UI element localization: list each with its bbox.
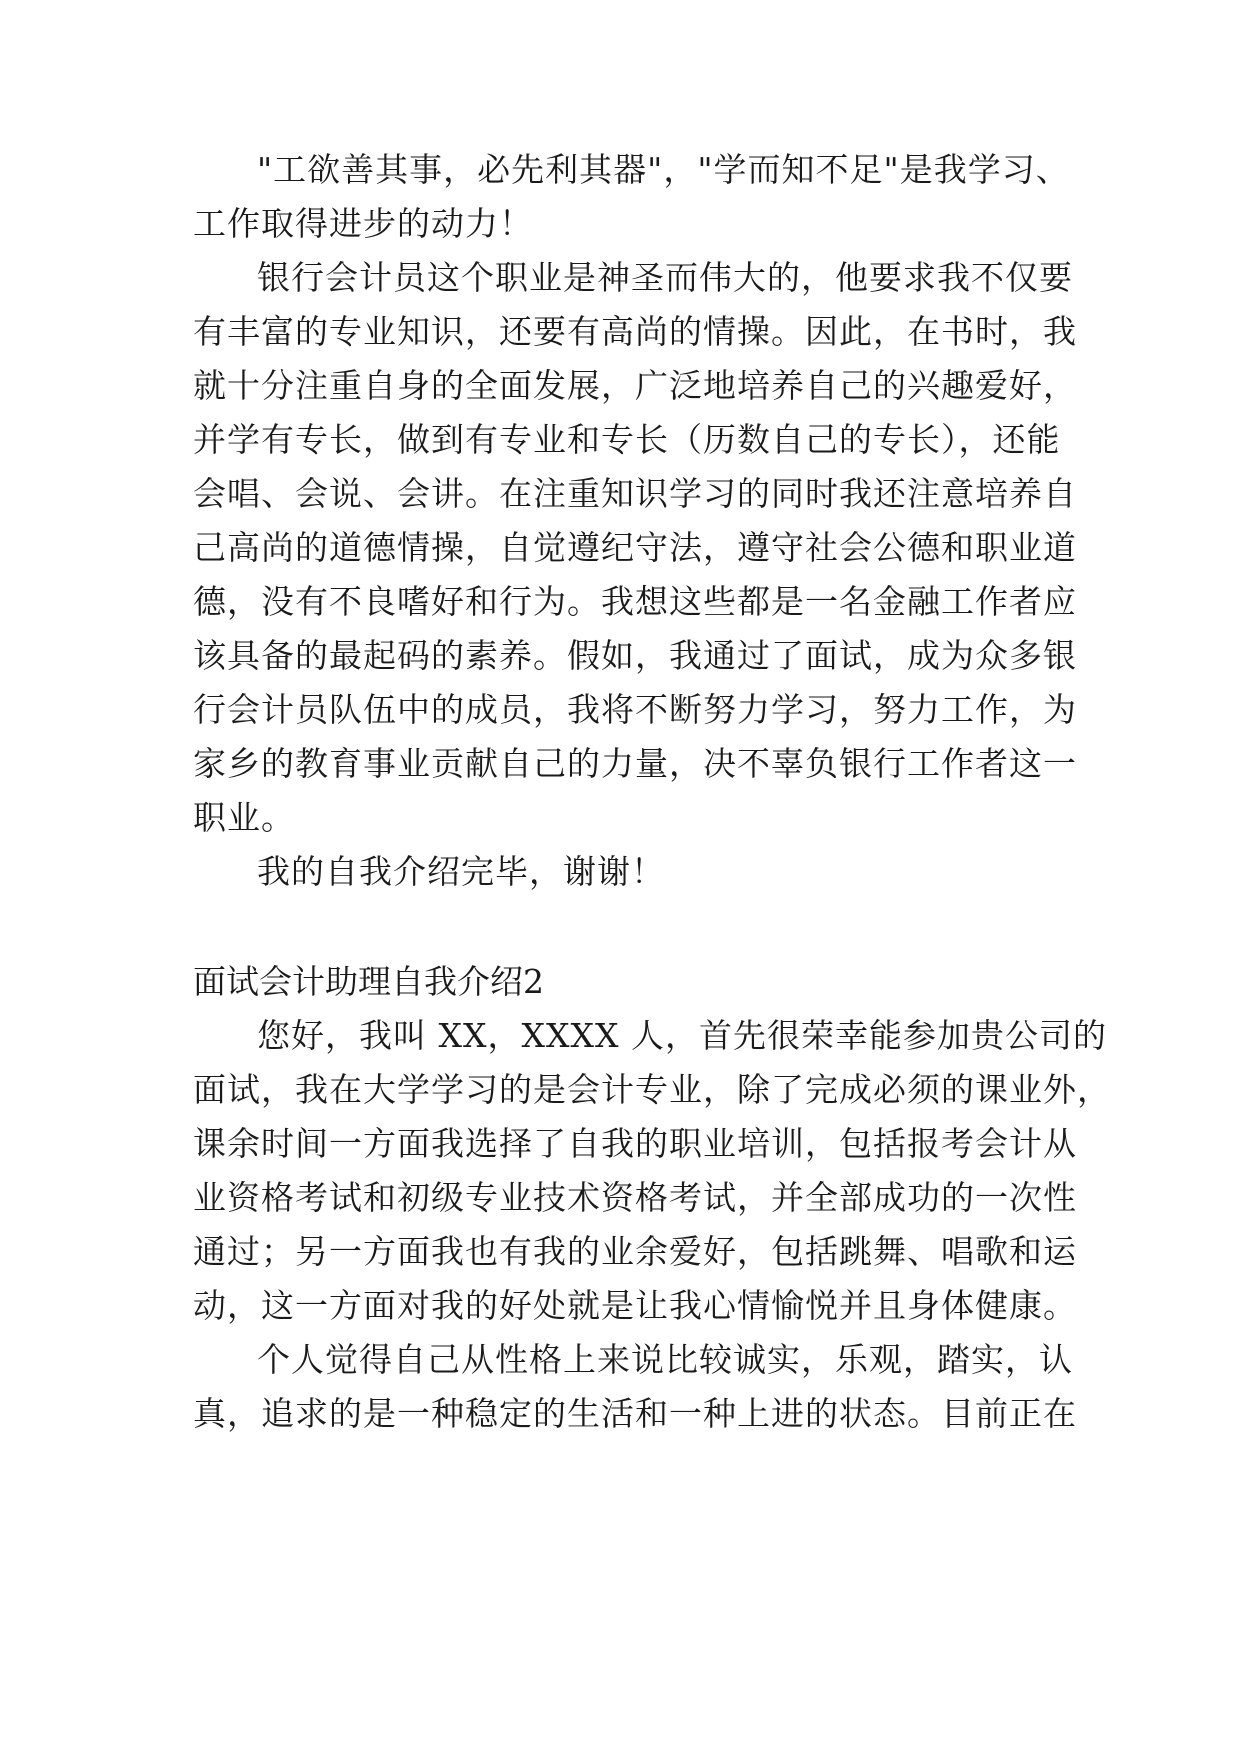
paragraph-line: 该具备的最起码的素养。假如，我通过了面试，成为众多银 [193,636,1077,675]
paragraph-line: 行会计员队伍中的成员，我将不断努力学习，努力工作，为 [193,690,1077,729]
paragraph-line: 业资格考试和初级专业技术资格考试，并全部成功的一次性 [193,1178,1077,1217]
paragraph-line: 德，没有不良嗜好和行为。我想这些都是一名金融工作者应 [193,582,1077,621]
paragraph-line: 就十分注重自身的全面发展，广泛地培养自己的兴趣爱好， [193,366,1077,405]
paragraph-line: 真，追求的是一种稳定的生活和一种上进的状态。目前正在 [193,1394,1077,1433]
paragraph-line: 面试，我在大学学习的是会计专业，除了完成必须的课业外， [193,1070,1111,1109]
paragraph-line: "工欲善其事，必先利其器"，"学而知不足"是我学习、 [257,150,1070,189]
paragraph-line: 我的自我介绍完毕，谢谢！ [257,852,665,891]
paragraph-line: 己高尚的道德情操，自觉遵纪守法，遵守社会公德和职业道 [193,528,1077,567]
section-title: 面试会计助理自我介绍2 [193,962,544,1001]
paragraph-line: 通过；另一方面我也有我的业余爱好，包括跳舞、唱歌和运 [193,1232,1077,1271]
paragraph-line: 动，这一方面对我的好处就是让我心情愉悦并且身体健康。 [193,1286,1077,1325]
paragraph-line: 有丰富的专业知识，还要有高尚的情操。因此，在书时，我 [193,312,1077,351]
paragraph-line: 并学有专长，做到有专业和专长（历数自己的专长），还能 [193,420,1061,459]
paragraph-line: 个人觉得自己从性格上来说比较诚实，乐观，踏实，认 [257,1340,1073,1379]
paragraph-line: 工作取得进步的动力！ [193,204,533,243]
paragraph-line: 会唱、会说、会讲。在注重知识学习的同时我还注意培养自 [193,474,1077,513]
paragraph-line: 职业。 [193,798,295,837]
paragraph-line: 课余时间一方面我选择了自我的职业培训，包括报考会计从 [193,1124,1077,1163]
paragraph-line: 家乡的教育事业贡献自己的力量，决不辜负银行工作者这一 [193,744,1077,783]
paragraph-line: 您好，我叫 XX，XXXX 人，首先很荣幸能参加贵公司的 [257,1016,1107,1055]
paragraph-line: 银行会计员这个职业是神圣而伟大的，他要求我不仅要 [257,258,1073,297]
